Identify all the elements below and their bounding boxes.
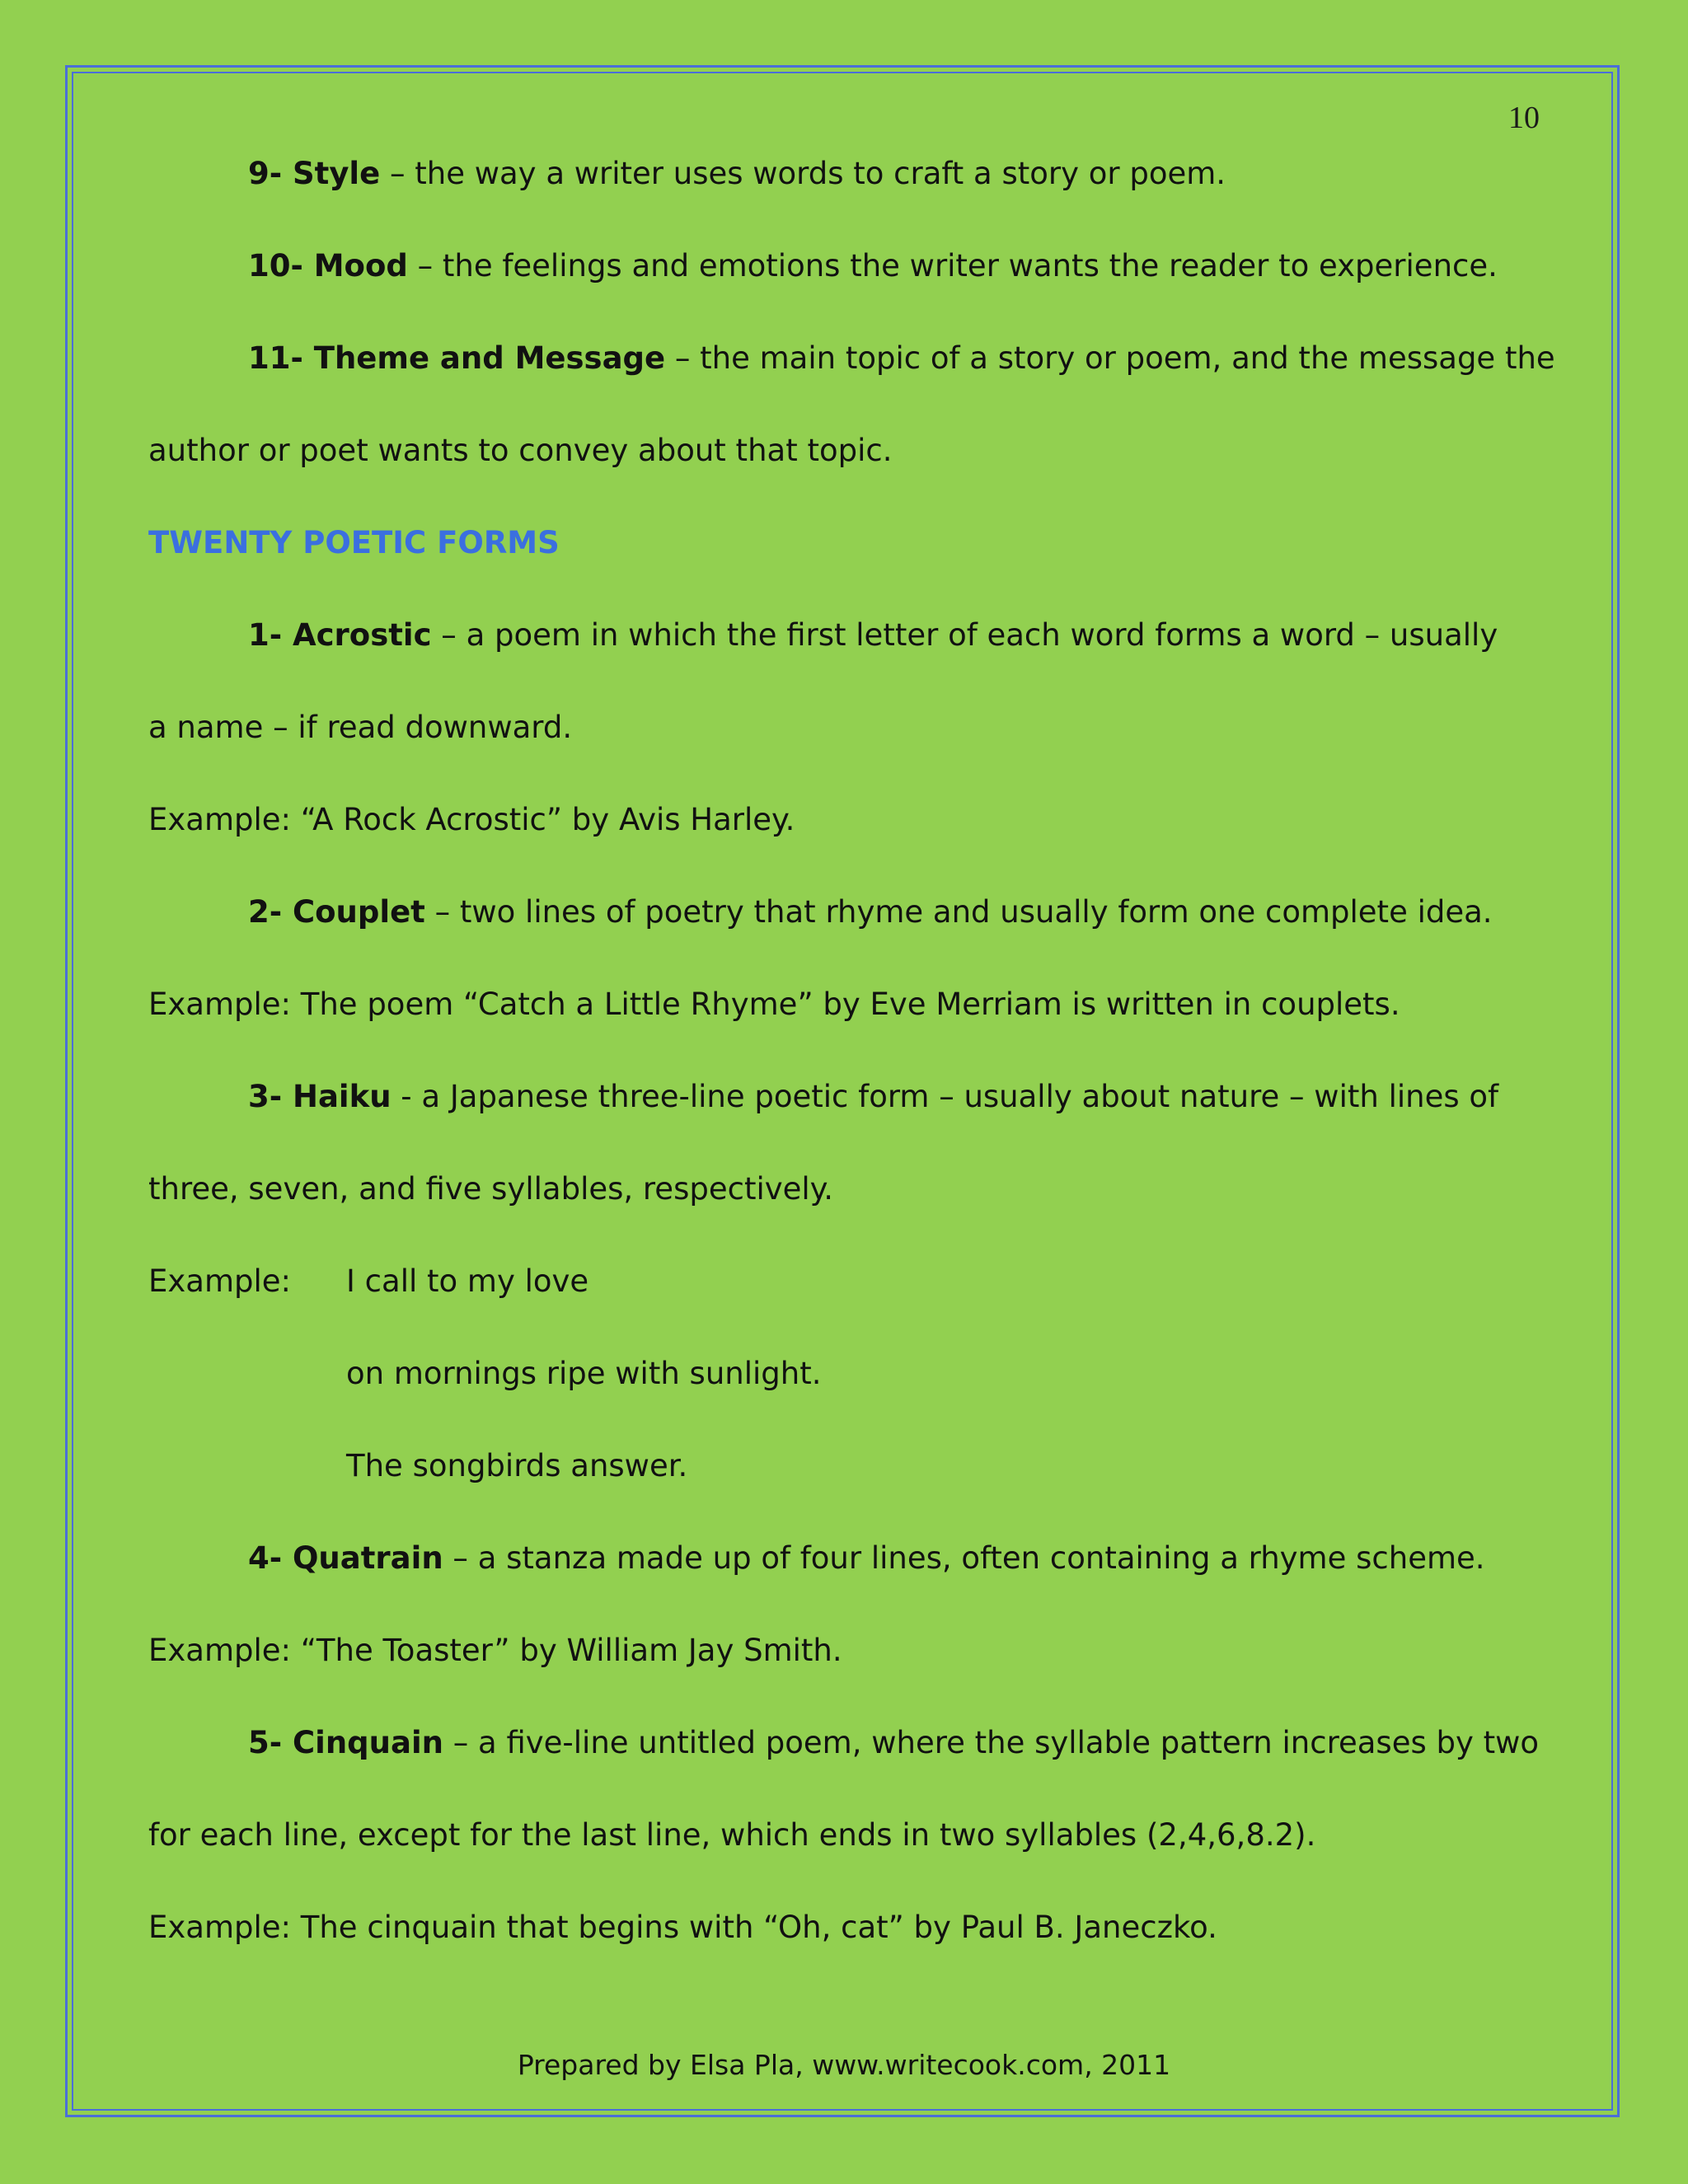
example-label-haiku: Example: [148,1263,291,1299]
haiku-line-3: The songbirds answer. [346,1448,688,1483]
form-acrostic [248,616,1498,655]
definition-mood: – the feelings and emotions the writer wants the reader to experience. [407,248,1498,284]
term-style: 9- Style [248,156,381,191]
definition-haiku: - a Japanese three-line poetic form – usually about nature – with lines of [391,1079,1499,1114]
continuation-cinquain: for each line, except for the last line, which ends in two syllables (2,4,6,8.2). [148,1817,1316,1853]
definition-theme: – the main topic of a story or poem, and the message the [665,340,1555,376]
term-mood: 10- Mood [248,248,408,284]
page-number: 10 [1508,101,1540,135]
form-couplet [248,893,1493,932]
haiku-line-2: on mornings ripe with sunlight. [346,1356,822,1391]
term-cinquain: 5- Cinquain [248,1725,443,1760]
page-footer: Prepared by Elsa Pla, www.writecook.com, 2011 [517,2049,1171,2081]
definition-cinquain: – a five-line untitled poem, where the syllable pattern increases by two [443,1725,1540,1760]
form-haiku [248,1077,1498,1117]
item-style [248,154,1226,194]
definition-acrostic: – a poem in which the first letter of each word forms a word – usually [431,617,1498,653]
term-couplet: 2- Couplet [248,894,425,930]
definition-style: – the way a writer uses words to craft a story or poem. [380,156,1226,191]
example-acrostic: Example: “A Rock Acrostic” by Avis Harley. [148,802,795,837]
form-quatrain [248,1539,1485,1578]
haiku-line-1: I call to my love [346,1263,589,1299]
continuation-theme: author or poet wants to convey about that topic. [148,433,893,468]
continuation-haiku: three, seven, and five syllables, respectively. [148,1171,834,1207]
term-haiku: 3- Haiku [248,1079,392,1114]
section-heading: TWENTY POETIC FORMS [148,525,560,560]
term-theme: 11- Theme and Message [248,340,666,376]
form-cinquain [248,1723,1539,1763]
definition-quatrain: – a stanza made up of four lines, often containing a rhyme scheme. [443,1540,1485,1576]
continuation-acrostic: a name – if read downward. [148,710,573,745]
item-theme [248,339,1555,378]
item-mood [248,246,1498,286]
term-quatrain: 4- Quatrain [248,1540,443,1576]
example-quatrain: Example: “The Toaster” by William Jay Smith. [148,1633,842,1668]
example-cinquain: Example: The cinquain that begins with “Oh, cat” by Paul B. Janeczko. [148,1910,1217,1945]
definition-couplet: – two lines of poetry that rhyme and usually form one complete idea. [424,894,1493,930]
term-acrostic: 1- Acrostic [248,617,432,653]
example-couplet: Example: The poem “Catch a Little Rhyme” by Eve Merriam is written in couplets. [148,987,1400,1022]
